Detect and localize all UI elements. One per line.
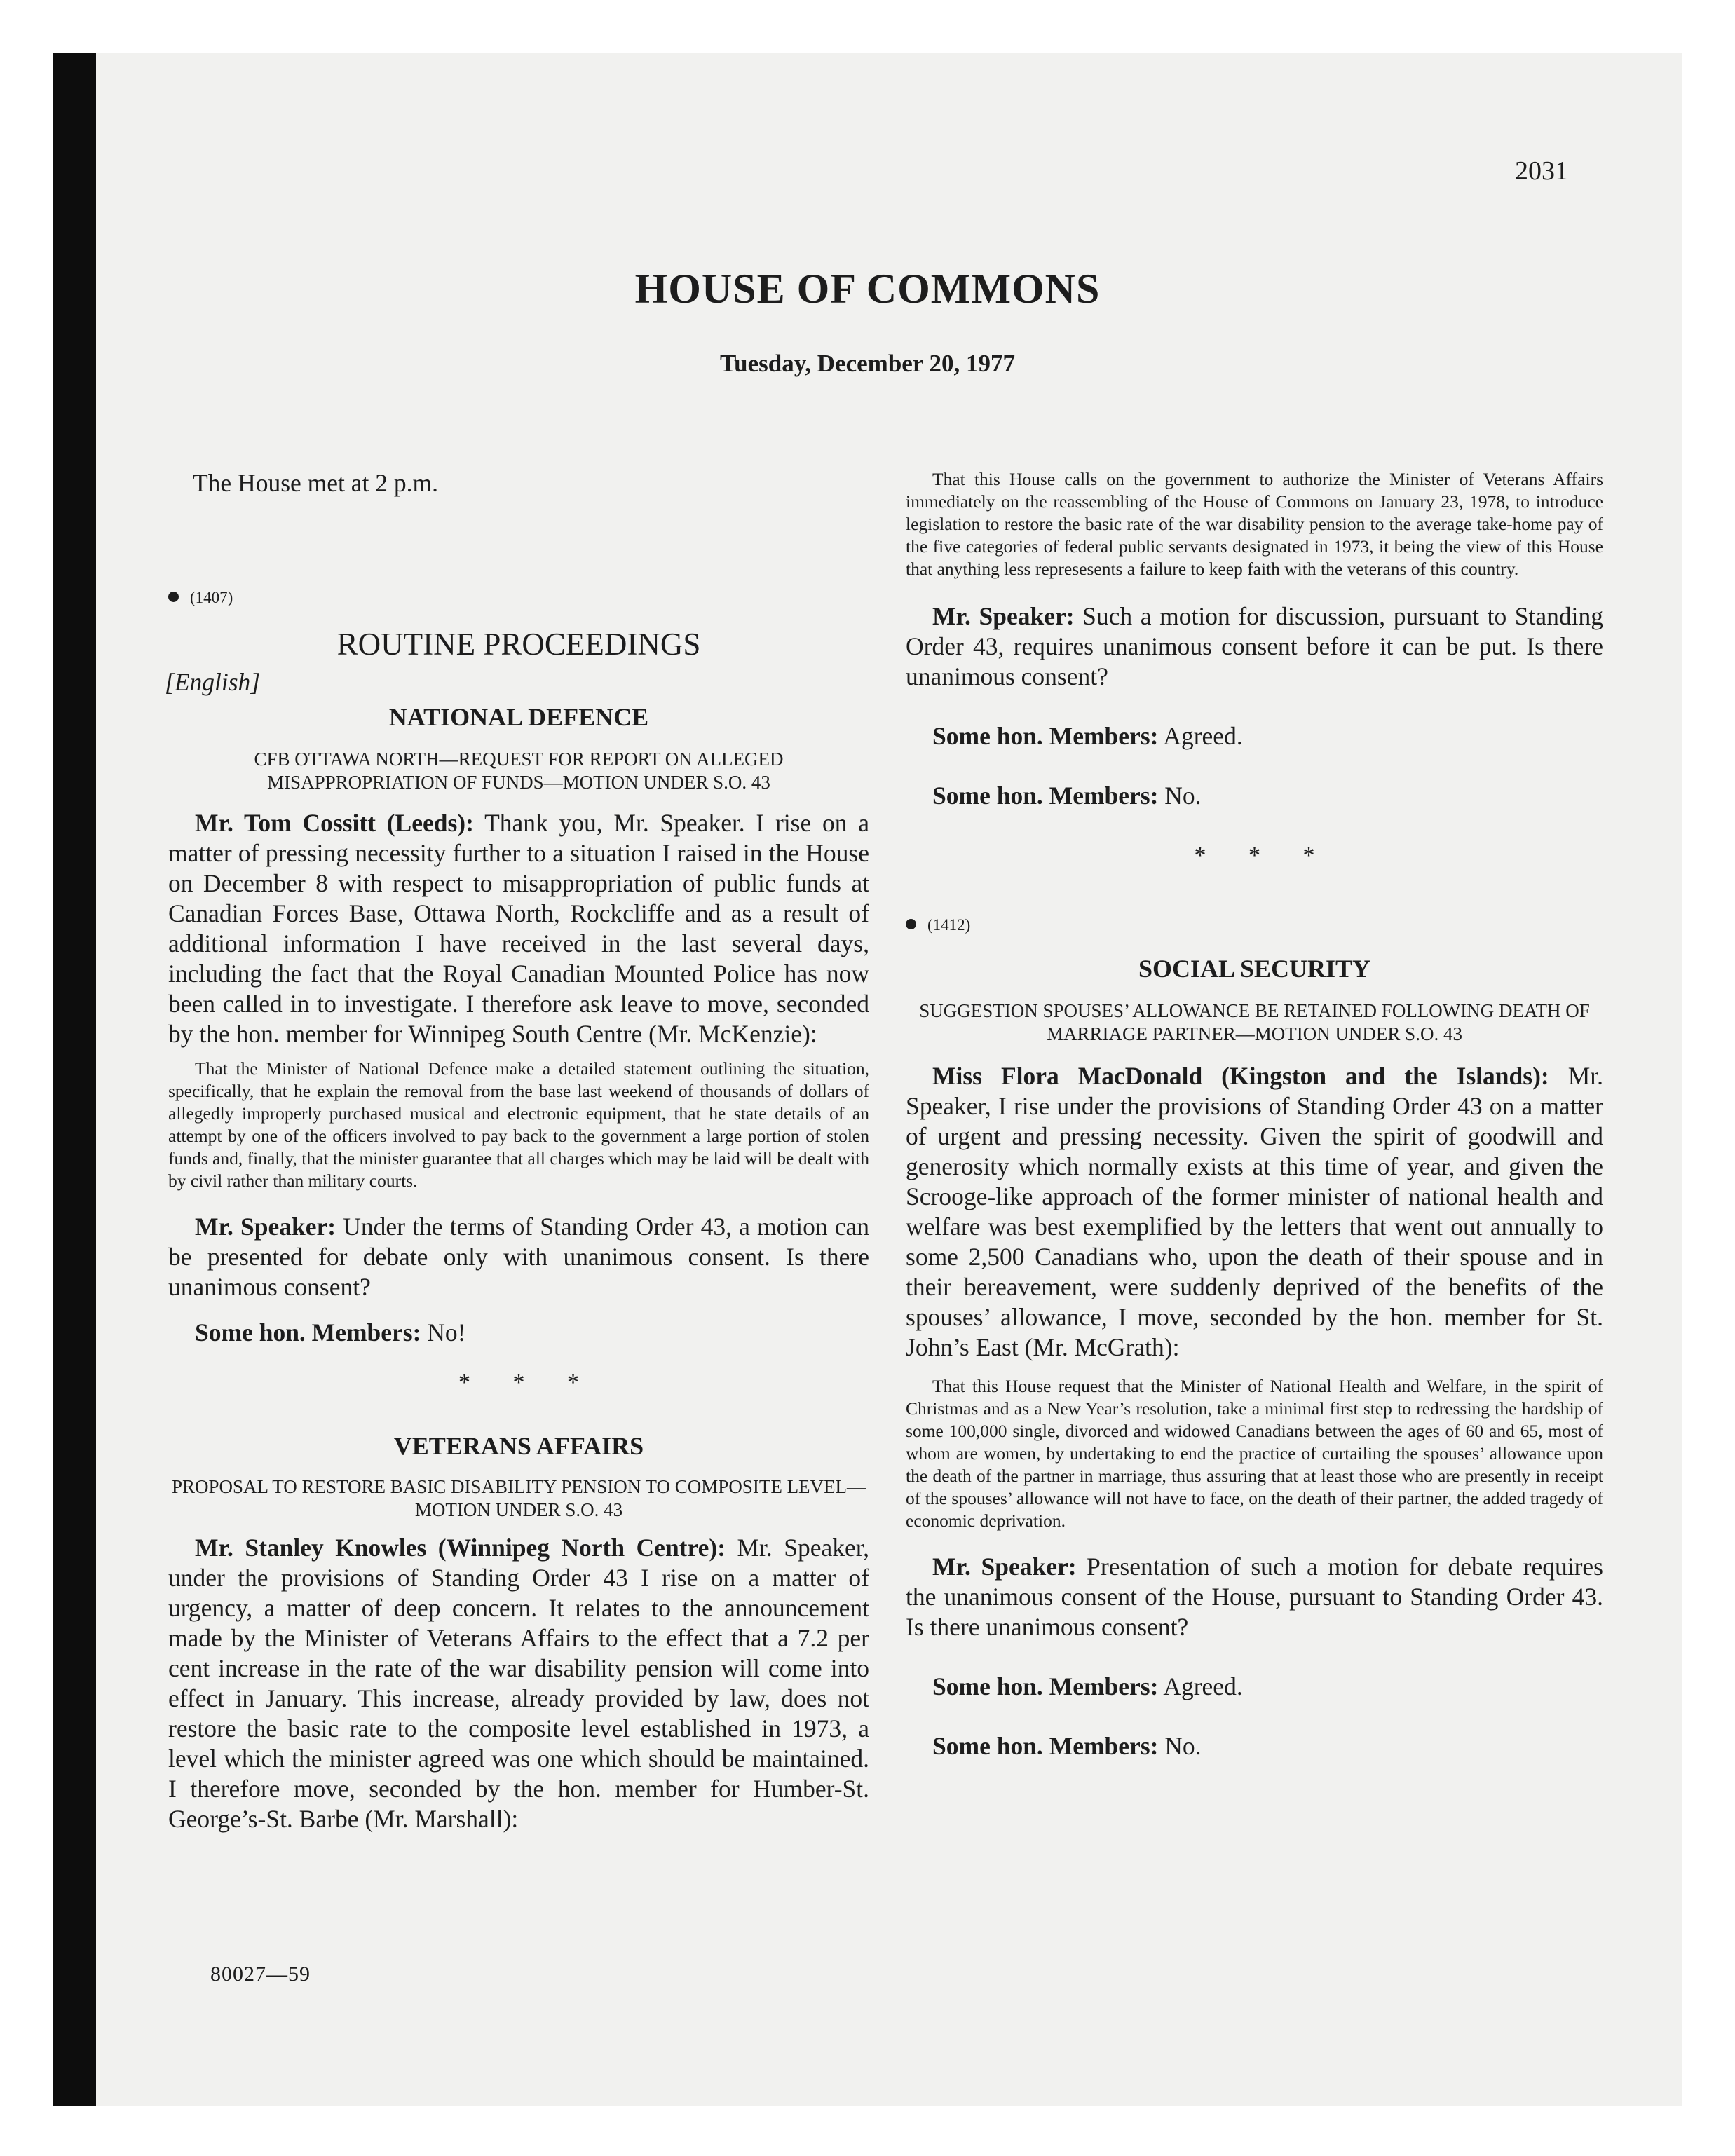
knowles-motion: That this House calls on the government to authorize the Minister of Veterans Affairs immediately on the reassembling of the House of Commons on January 23, 1978, to introduce legislation to restore the basic rate of the war disability pension to the average take-home pay of the five categories of federal public servants designated in 1973, it being the view of this House that anything less represesents a failure to keep faith with the veterans of this country. [906,469,1603,579]
routine-proceedings-heading: ROUTINE PROCEEDINGS [336,627,701,662]
cossitt-speech: Mr. Tom Cossitt (Leeds): Thank you, Mr. Speaker. I rise on a matter of pressing necessity further to a situation I raised in the House on December 8 with respect to misappropriation of public funds at Canadian Forces Base, Ottawa North, Rockcliffe and as a result of additional information I have received in the last several days, including the fact that the Royal Canadian Mounted Police has now been called in to investigate. I therefore ask leave to move, seconded by the hon. member for Winnipeg South Centre (Mr. McKenzie): [168,808,870,1048]
sitting-date: Tuesday, December 20, 1977 [720,350,1015,377]
national-defence-subheading: CFB OTTAWA NORTH—REQUEST FOR REPORT ON ALLEGED MISAPPROPRIATION OF FUNDS—MOTION UNDER S.O. 43 [254,748,784,793]
speaker-ruling-2: Mr. Speaker: Such a motion for discussion, pursuant to Standing Order 43, requires unanimous consent before it can be put. Is there unanimous consent? [906,602,1604,690]
printer-code: 80027—59 [210,1963,311,1986]
timestamp-1412: (1412) [906,907,1603,940]
veterans-affairs-subheading: PROPOSAL TO RESTORE BASIC DISABILITY PENSION TO COMPOSITE LEVEL—MOTION UNDER S.O. 43 [171,1476,866,1521]
national-defence-heading: NATIONAL DEFENCE [388,702,649,731]
bullet-dot-icon [168,592,179,602]
social-security-heading: SOCIAL SECURITY [1138,955,1371,983]
section-divider: * * * [1194,842,1333,868]
veterans-affairs-heading: VETERANS AFFAIRS [393,1431,644,1460]
cossitt-motion: That the Minister of National Defence make a detailed statement outlining the situation, specifically, that he explain the removal from the base last weekend of thousands of dollars of allegedly improperly purchased musical and electronic equipment, that he state details of an attempt by one of the officers involved to pay back to the government a large portion of stolen funds and, finally, that the minister guarantee that all charges which may be laid will be dealt with by civil rather than military courts. [168,1058,869,1191]
masthead [0,265,1735,378]
macdonald-speech: Miss Flora MacDonald (Kingston and the Islands): Mr. Speaker, I rise under the provisions of Standing Order 43 on a matter of urgent and pressing necessity. Given the spirit of goodwill and generosity which normally exists at this time of year, and given the Scrooge-like approach of the former minister of national health and welfare was best exemplified by the letters that went out annually to some 2,500 Canadians who, upon the death of their spouse and in their bereavement, were suddenly deprived of the benefits of the spouses’ allowance, I move, seconded by the hon. member for St. John’s East (Mr. McGrath): [906,1062,1604,1362]
macdonald-motion: That this House request that the Minister of National Health and Welfare, in the spirit of Christmas and as a New Year’s resolution, take a minimal first step to redressing the hardship of some 100,000 single, divorced and widowed Canadians between the ages of 60 and 65, most of whom are women, by undertaking to end the practice of curtailing the spouses’ allowance upon the death of the partner in marriage, thus assuring that at least those who are presently in receipt of the spouses’ allowance will not have to face, on the death of their partner, the added tragedy of economic deprivation. [906,1376,1603,1531]
members-response-3: Some hon. Members: No. [932,782,1202,810]
language-note: [English] [165,667,261,696]
social-security-subheading: SUGGESTION SPOUSES’ ALLOWANCE BE RETAINED FOLLOWING DEATH OF MARRIAGE PARTNER—MOTION UNDER S.O. 43 [919,1000,1590,1045]
members-response-4: Some hon. Members: Agreed. [932,1672,1243,1701]
bullet-dot-icon [906,919,916,929]
section-divider: * * * [458,1369,597,1396]
page-title: HOUSE OF COMMONS [634,266,1101,312]
knowles-speech: Mr. Stanley Knowles (Winnipeg North Centre): Mr. Speaker, under the provisions of Standing Order 43 I rise on a matter of urgency, a matter of deep concern. It relates to the announcement made by the Minister of Veterans Affairs to the effect that a 7.2 per cent increase in the rate of the war disability pension will come into effect in January. This increase, already provided by law, does not restore the basic rate to the composite level established in 1973, a level which the minister agreed was one which should be maintained. I therefore move, seconded by the hon. member for Humber-St. George’s-St. Barbe (Mr. Marshall): [168,1534,870,1834]
opening-line: The House met at 2 p.m. [193,469,438,497]
left-column [165,468,870,1834]
timestamp-1407: (1407) [168,580,869,613]
page-number: 2031 [1515,156,1568,186]
right-column [906,468,1603,1761]
members-response-5: Some hon. Members: No. [932,1732,1202,1761]
members-response-1: Some hon. Members: No! [195,1318,466,1346]
members-response-2: Some hon. Members: Agreed. [932,722,1243,750]
speaker-ruling-3: Mr. Speaker: Presentation of such a motion for debate requires the unanimous consent of the House, pursuant to Standing Order 43. Is there unanimous consent? [906,1553,1603,1642]
speaker-ruling-1: Mr. Speaker: Under the terms of Standing Order 43, a motion can be presented for debate only with unanimous consent. Is there unanimous consent? [168,1212,869,1301]
